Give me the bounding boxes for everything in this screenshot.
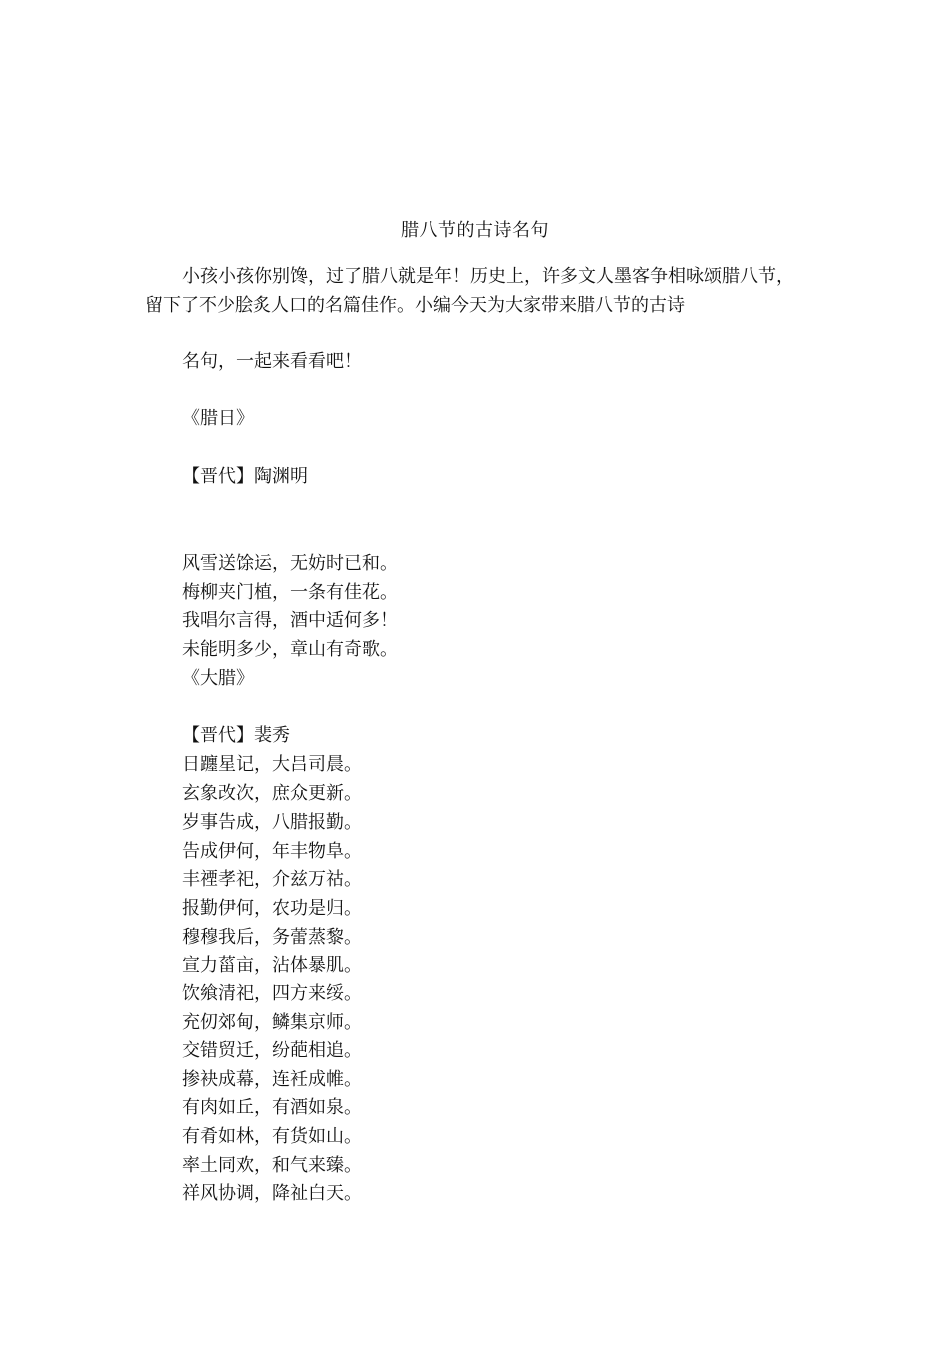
poem-line: 交错贸迁，纷葩相追。 xyxy=(182,1040,362,1061)
document-title: 腊八节的古诗名句 xyxy=(401,220,549,241)
poem-line: 未能明多少，章山有奇歌。 xyxy=(182,639,398,660)
poem-line: 祥风协调，降祉白天。 xyxy=(182,1183,362,1204)
poem-line: 穆穆我后，务蕾蒸黎。 xyxy=(182,927,362,948)
poem-line: 宣力菑亩，沾体暴肌。 xyxy=(182,955,362,976)
intro-paragraph xyxy=(145,262,805,320)
poem-line: 风雪送馀运，无妨时已和。 xyxy=(182,553,398,574)
poem-line: 我唱尔言得，酒中适何多！ xyxy=(182,610,398,631)
poem-line: 玄象改次，庶众更新。 xyxy=(182,783,362,804)
poem-line: 有肴如林，有货如山。 xyxy=(182,1126,362,1147)
poem-line: 掺袂成幕，连衽成帷。 xyxy=(182,1069,362,1090)
poem-title: 《大腊》 xyxy=(182,668,254,689)
poem-title: 《腊日》 xyxy=(182,408,254,429)
poem-author: 【晋代】陶渊明 xyxy=(182,466,308,487)
poem-line: 报勤伊何，农功是归。 xyxy=(182,898,362,919)
poem-line: 充仞郊甸，鳞集京师。 xyxy=(182,1012,362,1033)
poem-line: 有肉如丘，有酒如泉。 xyxy=(182,1097,362,1118)
poem-line: 丰禋孝祀，介兹万祜。 xyxy=(182,869,362,890)
poem-line: 告成伊何，年丰物阜。 xyxy=(182,841,362,862)
poem-line: 岁事告成，八腊报勤。 xyxy=(182,812,362,833)
poem-line: 日躔星记，大吕司晨。 xyxy=(182,754,362,775)
poem-line: 率土同欢，和气来臻。 xyxy=(182,1155,362,1176)
intro-line: 小孩小孩你别馋，过了腊八就是年！历史上，许多文人墨客争相咏颂腊八节， xyxy=(182,266,794,287)
poem-author: 【晋代】裴秀 xyxy=(182,725,290,746)
poem-line: 梅柳夹门植，一条有佳花。 xyxy=(182,582,398,603)
poem-line: 饮飨清祀，四方来绥。 xyxy=(182,983,362,1004)
intro-line: 名句，一起来看看吧！ xyxy=(182,351,362,372)
intro-line: 留下了不少脍炙人口的名篇佳作。小编今天为大家带来腊八节的古诗 xyxy=(145,295,685,316)
